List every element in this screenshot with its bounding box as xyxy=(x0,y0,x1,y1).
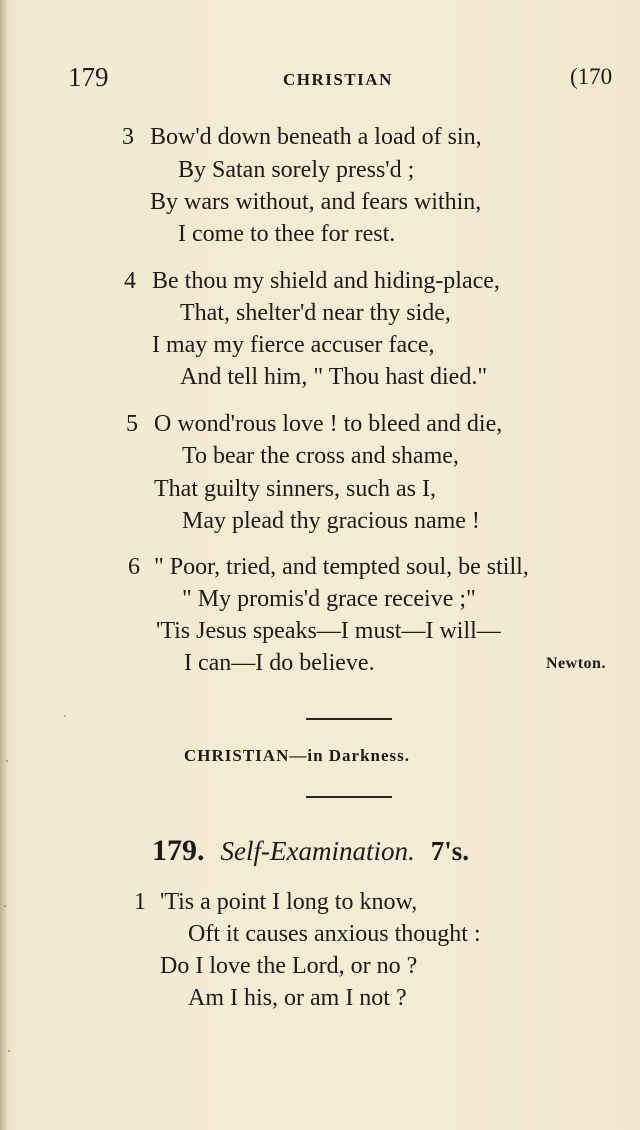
verse-line: I come to thee for rest. xyxy=(178,221,396,247)
verse-line: " My promis'd grace receive ;" xyxy=(182,586,476,612)
verse-line: That guilty sinners, such as I, xyxy=(154,476,436,502)
paper-speck xyxy=(4,905,6,907)
right-margin-mark: (170 xyxy=(570,64,613,89)
divider-rule-bottom xyxy=(306,796,392,798)
stanza-number: 1 xyxy=(134,889,146,915)
verse-line: 'Tis a point I long to know, xyxy=(160,889,418,915)
stanza-number: 4 xyxy=(124,268,136,294)
stanza-number: 3 xyxy=(122,124,134,150)
divider-rule-top xyxy=(306,718,392,720)
verse-line: 'Tis Jesus speaks—I must—I will— xyxy=(156,618,501,644)
stanza-number: 5 xyxy=(126,411,138,437)
paper-speck xyxy=(8,1050,10,1052)
verse-line: By Satan sorely press'd ; xyxy=(178,157,415,183)
verse-line: That, shelter'd near thy side, xyxy=(180,300,451,326)
verse-line: By wars without, and fears within, xyxy=(150,189,482,215)
verse-line: Do I love the Lord, or no ? xyxy=(160,953,418,979)
running-head: CHRISTIAN xyxy=(283,70,393,89)
hymn-number: 179. xyxy=(152,834,205,867)
verse-line: " Poor, tried, and tempted soul, be still, xyxy=(154,554,529,580)
verse-line: Oft it causes anxious thought : xyxy=(188,921,481,947)
verse-line: May plead thy gracious name ! xyxy=(182,508,480,534)
stanza-number: 6 xyxy=(128,554,140,580)
author-attribution: Newton. xyxy=(546,655,606,672)
verse-line: Bow'd down beneath a load of sin, xyxy=(150,124,482,150)
page-header xyxy=(0,62,640,96)
paper-speck xyxy=(6,760,8,762)
verse-line: O wond'rous love ! to bleed and die, xyxy=(154,411,503,437)
hymn-title: Self-Examination. xyxy=(220,836,415,866)
hymn-title-row xyxy=(152,834,469,868)
hymn-meter: 7's. xyxy=(430,836,469,866)
verse-line: I can—I do believe. xyxy=(184,650,375,676)
verse-line: Be thou my shield and hiding-place, xyxy=(152,268,500,294)
paper-speck xyxy=(64,715,66,717)
page-number: 179 xyxy=(68,62,109,92)
section-heading: CHRISTIAN—in Darkness. xyxy=(184,746,411,765)
verse-line: Am I his, or am I not ? xyxy=(188,985,407,1011)
verse-line: I may my fierce accuser face, xyxy=(152,332,435,358)
verse-line: And tell him, " Thou hast died." xyxy=(180,364,488,390)
page-edge-shadow xyxy=(0,0,8,1130)
verse-line: To bear the cross and shame, xyxy=(182,443,459,469)
